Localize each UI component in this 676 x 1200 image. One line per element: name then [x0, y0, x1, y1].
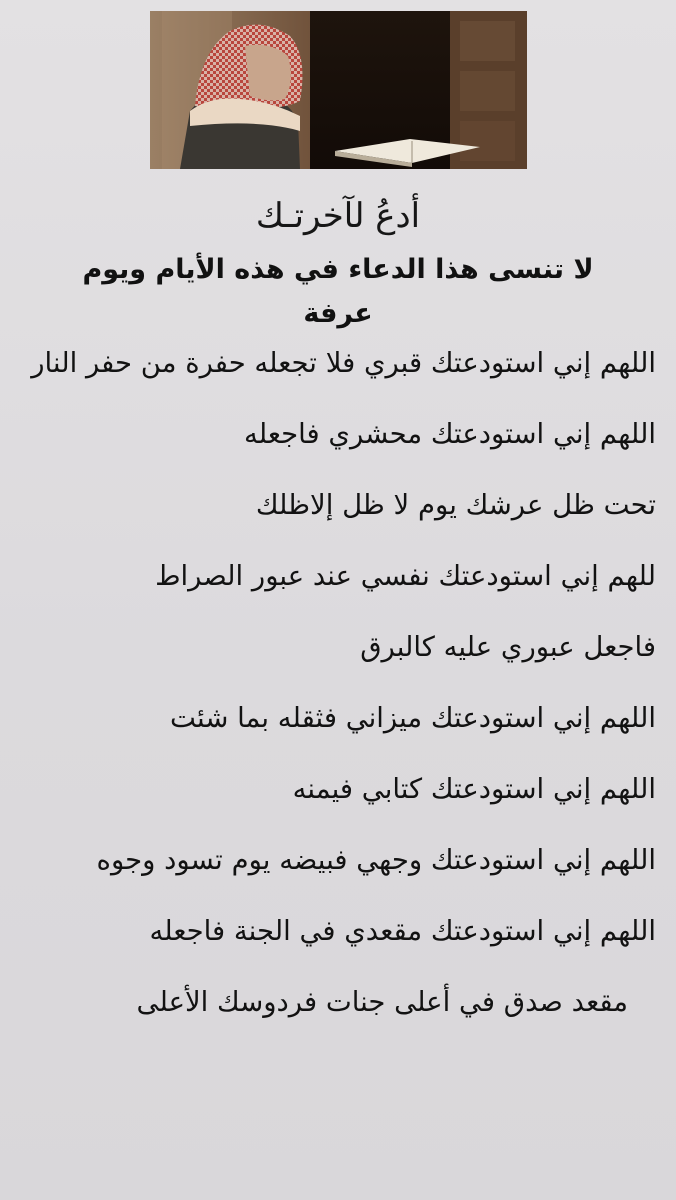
dua-line: اللهم إني استودعتك كتابي فيمنه	[292, 773, 656, 805]
page-subtitle: لا تنسى هذا الدعاء في هذه الأيام ويوم عرفة	[82, 254, 594, 329]
dua-line: اللهم إني استودعتك ميزاني فثقله بما شئت	[170, 702, 656, 734]
dua-line: تحت ظل عرشك يوم لا ظل إلاظلك	[255, 489, 656, 521]
dua-line: مقعد صدق في أعلى جنات فردوسك الأعلى	[136, 986, 628, 1018]
dua-line: فاجعل عبوري عليه كالبرق	[360, 631, 656, 663]
dua-list	[20, 338, 656, 1048]
dua-line: اللهم إني استودعتك وجهي فبيضه يوم تسود وجوه	[96, 844, 656, 876]
dua-line: اللهم إني استودعتك قبري فلا تجعله حفرة من حفر النار	[31, 347, 656, 379]
dua-line: للهم إني استودعتك نفسي عند عبور الصراط	[155, 560, 656, 592]
dua-line: اللهم إني استودعتك محشري فاجعله	[244, 418, 656, 450]
page-title: أدعُ لآخرتـك	[255, 196, 421, 236]
dua-line: اللهم إني استودعتك مقعدي في الجنة فاجعله	[149, 915, 656, 947]
header-photo	[150, 11, 527, 169]
